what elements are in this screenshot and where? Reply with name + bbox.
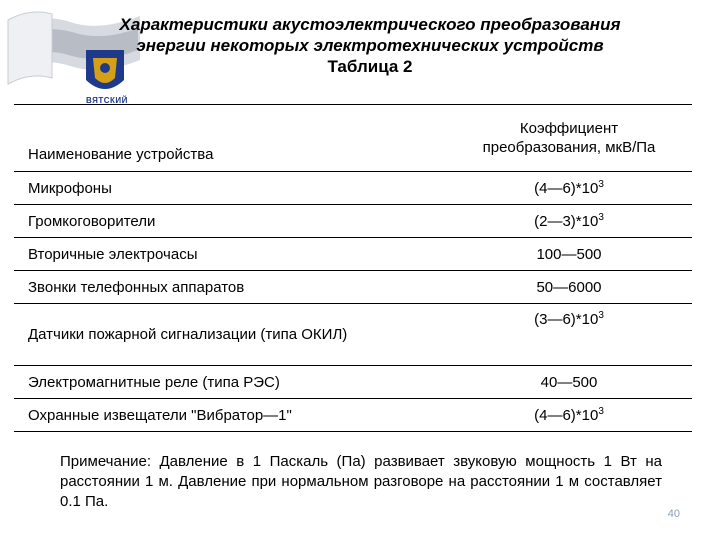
coef-cell: $(4—6)*10^3$ (446, 172, 692, 205)
table-row (14, 366, 692, 399)
table-caption: Таблица 2 (327, 57, 413, 76)
device-cell: Микрофоны (14, 172, 446, 205)
title-line-2: энергии некоторых электротехнических устройств (136, 36, 604, 55)
coef-cell: 40—500 (446, 366, 692, 399)
header-coef-line-1: Коэффициент (519, 120, 619, 137)
coef-cell: 100—500 (446, 238, 692, 271)
logo-caption: ВЯТСКИЙ (86, 96, 128, 105)
header-device: Наименование устройства (14, 105, 446, 172)
device-cell: Громкоговорители (14, 205, 446, 238)
title-line-1: Характеристики акустоэлектрического преобразования (119, 15, 621, 34)
page-title (60, 14, 680, 77)
footnote: Примечание: Давление в 1 Паскаль (Па) развивает звуковую мощность 1 Вт на расстоянии 1 м. Давление при нормальном разговоре на расстоянии 1 м составляет 0.1 Па. (60, 453, 662, 510)
page-number: 40 (667, 508, 680, 520)
table-row (14, 304, 692, 366)
coef-cell: $(3—6)*10^3$ (446, 304, 692, 366)
table-row (14, 399, 692, 432)
table-header-row (14, 105, 692, 172)
device-cell: Датчики пожарной сигнализации (типа ОКИЛ) (14, 304, 446, 366)
device-cell: Электромагнитные реле (типа РЭС) (14, 366, 446, 399)
header-coefficient (446, 105, 692, 172)
table-row (14, 238, 692, 271)
device-cell: Звонки телефонных аппаратов (14, 271, 446, 304)
device-cell: Вторичные электрочасы (14, 238, 446, 271)
coef-cell: 50—6000 (446, 271, 692, 304)
device-cell: Охранные извещатели "Вибратор—1" (14, 399, 446, 432)
header-coef-line-2: преобразования, мкВ/Па (482, 139, 656, 156)
table-row (14, 172, 692, 205)
table-row (14, 271, 692, 304)
table-row (14, 205, 692, 238)
coef-cell: $(2—3)*10^3$ (446, 205, 692, 238)
coef-cell: $(4—6)*10^3$ (446, 399, 692, 432)
data-table (14, 104, 692, 432)
